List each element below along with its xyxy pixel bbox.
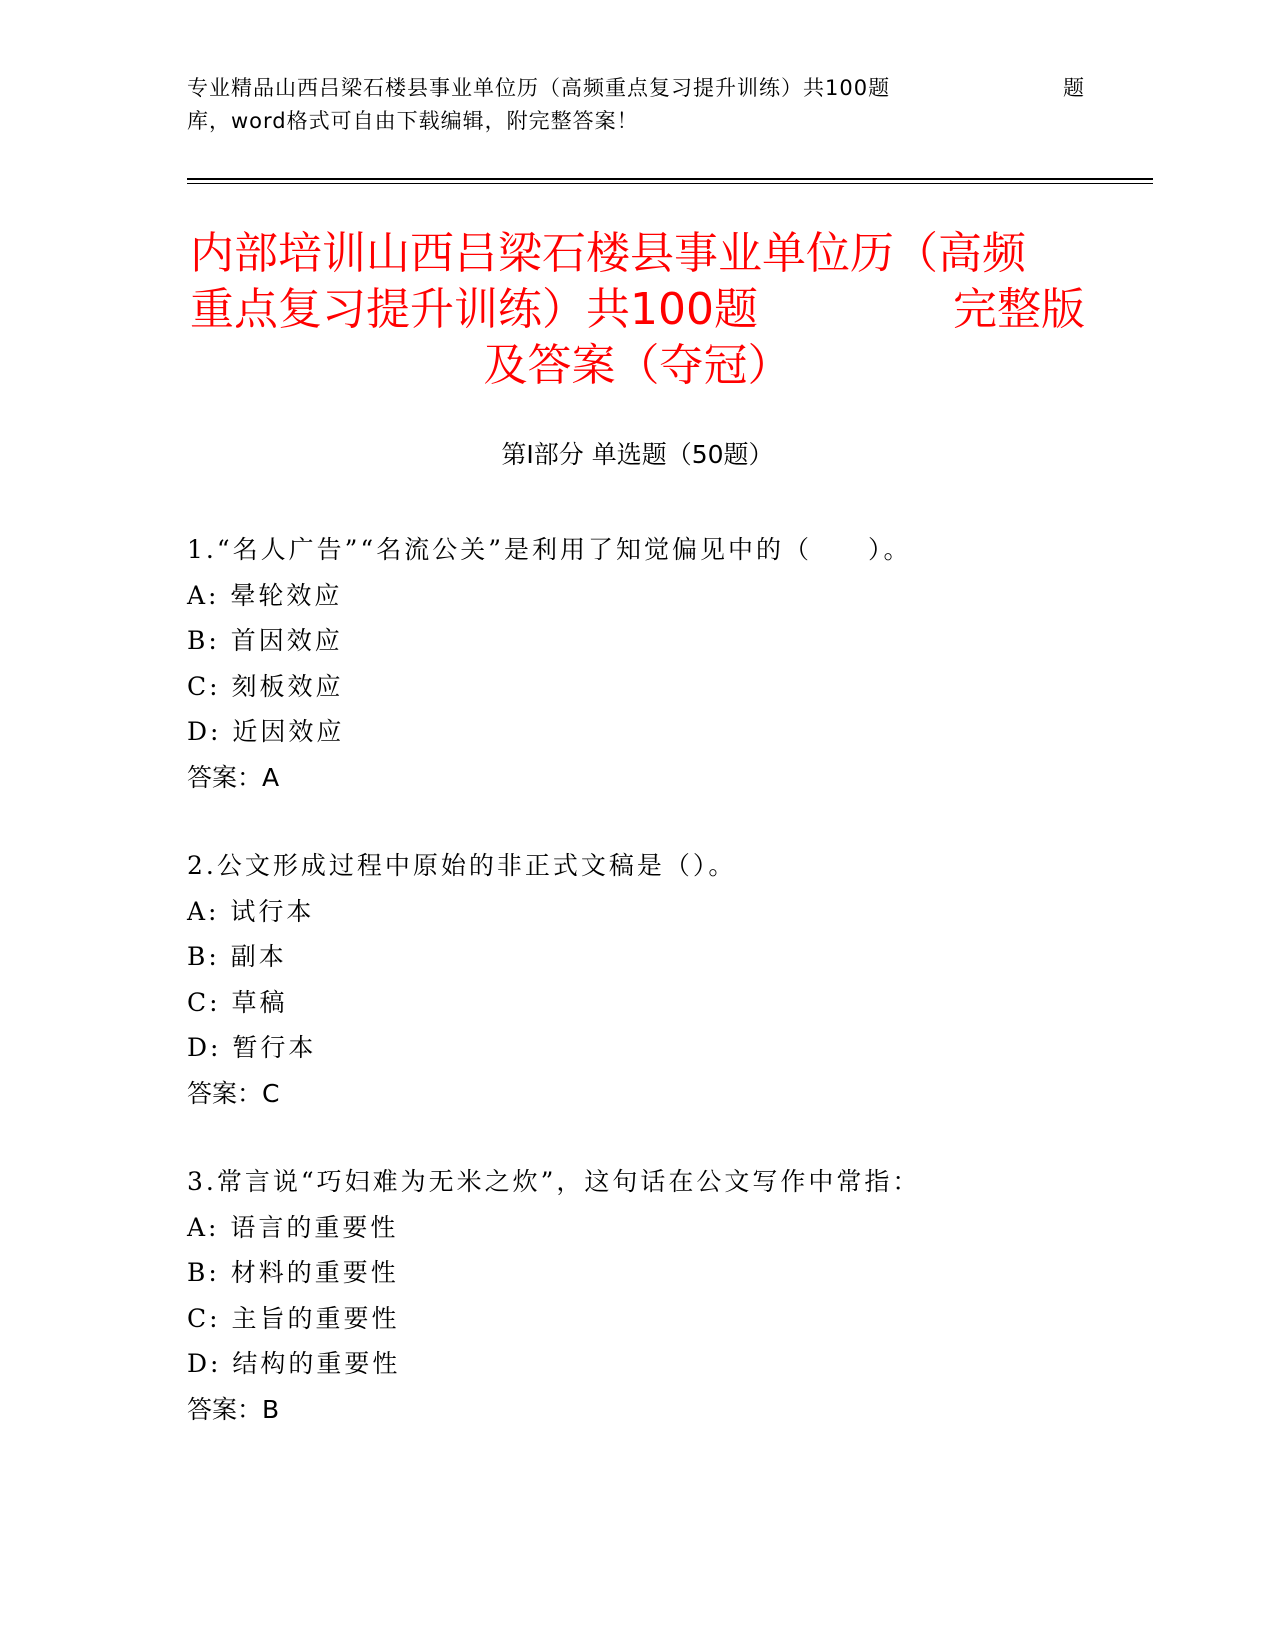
- title-line-2: [190, 282, 1085, 338]
- question-stem: 3.常言说“巧妇难为无米之炊”，这句话在公文写作中常指：: [187, 1167, 921, 1196]
- answer-line: 答案：B: [187, 1394, 280, 1424]
- title-line-1: [190, 226, 1085, 282]
- title-text-2-right: 完整版: [953, 284, 1085, 335]
- option-c: C: 主旨的重要性: [187, 1303, 400, 1333]
- title-text-2: 重点复习提升训练）共100题: [190, 284, 758, 335]
- header-divider-thin: [187, 183, 1153, 184]
- title-text-1: 内部培训山西吕梁石楼县事业单位历（高频: [190, 228, 1026, 279]
- option-a: A: 试行本: [187, 896, 315, 926]
- title-text-3: 及答案（夺冠）: [483, 340, 792, 391]
- option-d: D: 结构的重要性: [187, 1349, 401, 1378]
- document-title: [190, 226, 1085, 394]
- header-text: 专业精品山西吕梁石楼县事业单位历（高频重点复习提升训练）共100题: [187, 76, 891, 100]
- option-d: D: 暂行本: [187, 1033, 317, 1062]
- question-item: [187, 843, 1147, 1116]
- question-stem: 2.公文形成过程中原始的非正式文稿是（）。: [187, 851, 737, 880]
- question-stem: 1.“名人广告”“名流公关”是利用了知觉偏见中的（ ）。: [187, 535, 912, 564]
- option-b: B: 材料的重要性: [187, 1258, 399, 1287]
- page-header: [187, 72, 1085, 138]
- answer-line: 答案：C: [187, 1078, 280, 1108]
- option-d: D: 近因效应: [187, 717, 345, 746]
- question-list: [187, 527, 1147, 1475]
- option-b: B: 副本: [187, 942, 287, 971]
- option-c: C: 刻板效应: [187, 671, 344, 701]
- option-b: B: 首因效应: [187, 626, 343, 655]
- section-heading: 第Ⅰ部分 单选题（50题）: [501, 440, 774, 469]
- title-line-3: [190, 338, 1085, 394]
- header-divider: [187, 178, 1153, 180]
- question-item: [187, 527, 1147, 800]
- answer-line: 答案：A: [187, 762, 280, 792]
- header-line-1: [187, 72, 1085, 105]
- question-item: [187, 1159, 1147, 1432]
- option-c: C: 草稿: [187, 987, 288, 1017]
- header-text-tail: 题: [1063, 76, 1085, 100]
- header-line-2: 库，word格式可自由下载编辑，附完整答案！: [187, 109, 639, 133]
- option-a: A: 晕轮效应: [187, 580, 343, 610]
- option-a: A: 语言的重要性: [187, 1212, 399, 1242]
